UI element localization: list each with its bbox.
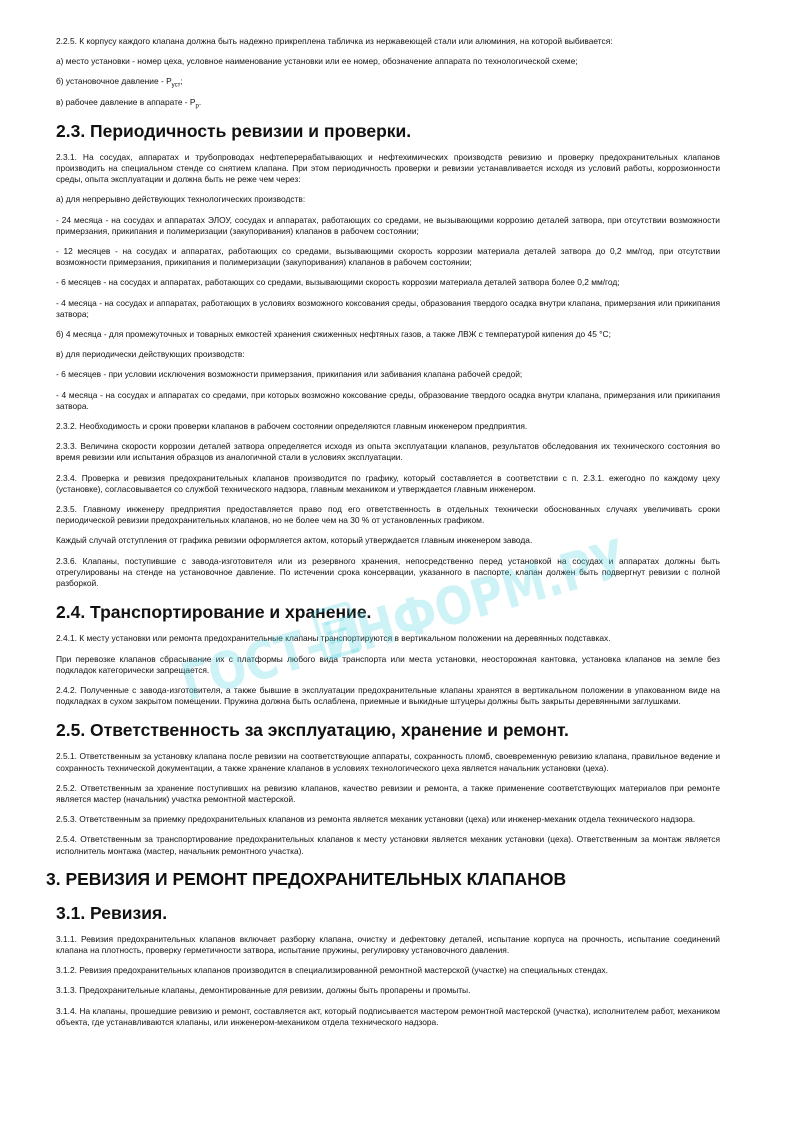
para-2-4-1-note: При перевозке клапанов сбрасывание их с платформы любого вида транспорта или места установки, неосторожная кантовка, установка клапанов на земле без подкладок категорически запрещается. [56,653,720,675]
para-2-5-4: 2.5.4. Ответственным за транспортирование предохранительных клапанов к месту установки является механик установки (цеха). Ответственным за монтаж является исполнитель монтажа (мастер, начальник ремонтного участка). [56,834,720,856]
para-3-1-2: 3.1.2. Ревизия предохранительных клапанов производится в специализированной ремонтной мастерской (участке) на специальных стендах. [56,965,608,976]
para-2-2-5-v-text: в) рабочее давление в аппарате - Р [56,96,196,107]
document-page [46,36,720,1037]
para-2-2-5-v [56,97,720,108]
para-2-2-5-a: а) место установки - номер цеха, условное наименование установки или ее номер, обозначение аппарата по технологической схеме; [56,56,578,67]
subscript-ust: уст [171,83,181,90]
para-2-3-2: 2.3.2. Необходимость и сроки проверки клапанов в рабочем состоянии определяются главным инженером предприятия. [56,421,528,432]
heading-3-1: 3.1. Ревизия. [56,902,168,923]
para-2-3-4: 2.3.4. Проверка и ревизия предохранительных клапанов производится по графику, который составляется в соответствии с п. 2.3.1. ежегодно по каждому цеху (установке), согласовывается со службой технического надзора, главным механиком и утверждается главным инженером. [56,472,720,494]
para-2-4-1: 2.4.1. К месту установки или ремонта предохранительные клапаны транспортируются в вертикальном положении на деревянных подставках. [56,633,611,644]
watermark-text: ГОСТ-ИНФОРМ.РУ [174,505,649,714]
para-2-5-1: 2.5.1. Ответственным за установку клапана после ревизии на соответствующие аппараты, сохранность пломб, своевременную ревизию клапана, правильное ведение и сохранность технической документации, а также хранение клапанов в условиях технологического цеха является начальник установки (цеха). [56,751,720,773]
heading-2-4: 2.4. Транспортирование и хранение. [56,602,372,623]
heading-section-3: 3. РЕВИЗИЯ И РЕМОНТ ПРЕДОХРАНИТЕЛЬНЫХ КЛАПАНОВ [46,868,567,889]
para-2-2-5: 2.2.5. К корпусу каждого клапана должна быть надежно прикреплена табличка из нержавеющей стали или алюминия, на которой выбивается: [56,36,613,46]
para-periodic-4-months: - 4 месяца - на сосудах и аппаратах со средами, при которых возможно коксование среды, образование твердого осадка внутри клапана, примерзания или прикипания затвора. [56,389,720,411]
subscript-r: р [195,103,199,110]
para-2-3-1-v: в) для периодически действующих производств: [56,349,245,360]
para-6-months: - 6 месяцев - на сосудах и аппаратах, работающих со средами, вызывающими скорость коррозии материала деталей затвора более 0,2 мм/год; [56,277,620,288]
para-2-3-6: 2.3.6. Клапаны, поступившие с завода-изготовителя или из резервного хранения, непосредственно перед установкой на сосудах и аппаратах должны быть отрегулированы на стенде на установочное давление. По истечении срока консервации, указанного в паспорте, клапан должен быть подвергнут ревизии с полной разборкой. [56,555,720,589]
para-2-2-5-b-end: ; [180,76,183,87]
para-2-3-1-a: а) для непрерывно действующих технологических производств: [56,194,306,205]
para-12-months: - 12 месяцев - на сосудах и аппаратах, работающих со средами, вызывающими скорость коррозии материала деталей затвора до 0,2 мм/год, при отсутствии возможности примерзания, прикипания и полимеризации (закупоривания) клапанов в рабочем состоянии; [56,246,720,268]
heading-2-5: 2.5. Ответственность за эксплуатацию, хранение и ремонт. [56,720,569,741]
para-2-3-1: 2.3.1. На сосудах, аппаратах и трубопроводах нефтеперерабатывающих и нефтехимических производств ревизию и проверку предохранительных клапанов производить на специальном стенде со снятием клапана. При этом периодичность проверки и ревизии устанавливается исходя из условий работы, коррозионности среды, опыта эксплуатации и должна быть не реже чем через: [56,151,720,185]
para-2-2-5-b [56,76,720,90]
para-2-3-5: 2.3.5. Главному инженеру предприятия предоставляется право под его ответственность в отдельных технически обоснованных случаях увеличивать сроки периодической ревизии предохранительных клапанов, но не более чем на 30 % от установленных графиком. [56,504,720,526]
para-3-1-3: 3.1.3. Предохранительные клапаны, демонтированные для ревизии, должны быть пропарены и промыты. [56,985,471,996]
para-2-4-2: 2.4.2. Полученные с завода-изготовителя, а также бывшие в эксплуатации предохранительные клапаны хранятся в вертикальном положении в упакованном виде на подкладках в сухом закрытом помещении. Пружина должна быть ослаблена, приемные и выкидные штуцеры должны быть закрыты деревянными заглушками. [56,684,720,707]
heading-2-3: 2.3. Периодичность ревизии и проверки. [56,120,412,141]
para-2-2-5-b-text: б) установочное давление - Р [56,76,172,87]
para-2-3-1-b: б) 4 месяца - для промежуточных и товарных емкостей хранения сжиженных нефтяных газов, а также ЛВЖ с температурой кипения до 45 °С; [56,329,611,340]
para-2-3-5-note: Каждый случай отступления от графика ревизии оформляется актом, который утверждается главным инженером завода. [56,535,533,546]
para-3-1-1: 3.1.1. Ревизия предохранительных клапанов включает разборку клапана, очистку и дефектовку деталей, испытание корпуса на прочность, испытание соединений клапана на плотность, проверку герметичности затвора, испытание пружины, регулировку установочного давления. [56,933,720,955]
para-periodic-6-months: - 6 месяцев - при условии исключения возможности примерзания, прикипания или забивания клапана рабочей средой; [56,369,523,380]
para-2-2-5-v-end: . [198,96,202,107]
para-3-1-4: 3.1.4. На клапаны, прошедшие ревизию и ремонт, составляется акт, который подписывается мастером ремонтной мастерской (участка), исполнителем работ, механиком объекта, где устанавливаются клапаны, или инженером-механиком отдела технического надзора. [56,1005,720,1027]
para-2-5-2: 2.5.2. Ответственным за хранение поступивших на ревизию клапанов, качество ревизии и ремонта, а также применение соответствующих материалов при ремонте является мастер (начальник) участка ремонтной мастерской. [56,782,720,804]
para-2-3-3: 2.3.3. Величина скорости коррозии деталей затвора определяется исходя из опыта эксплуатации клапанов, результатов обследования их технического состояния во время ревизии или испытания образцов из аналогичной стали в условиях эксплуатации. [56,441,720,463]
para-24-months: - 24 месяца - на сосудах и аппаратах ЭЛОУ, сосудах и аппаратах, работающих со средами, не вызывающими коррозию деталей затвора, при отсутствии возможности примерзания, прикипания и полимеризации (закупоривания) клапанов в рабочем состоянии; [56,214,720,236]
para-4-months: - 4 месяца - на сосудах и аппаратах, работающих в условиях возможного коксования среды, образования твердого осадка внутри клапана, примерзания или прикипания затвора; [56,297,720,319]
para-2-5-3: 2.5.3. Ответственным за приемку предохранительных клапанов из ремонта является механик установки (цеха) или инженер-механик отдела технического надзора. [56,814,696,825]
